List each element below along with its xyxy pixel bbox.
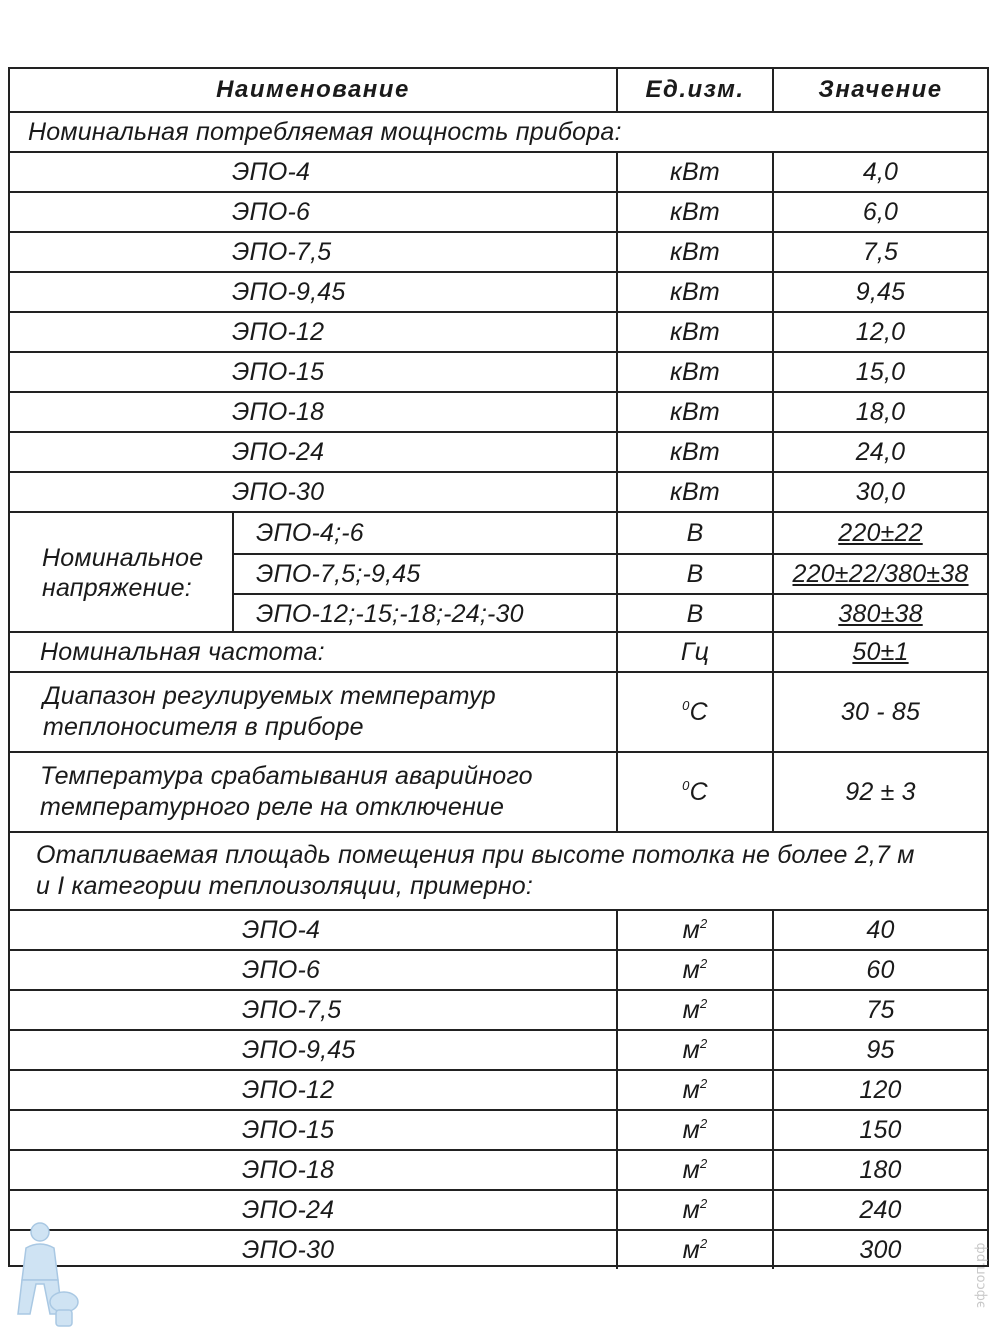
area-unit: $м^2$ [616, 1191, 772, 1229]
area-model: ЭПО-18 [242, 1155, 335, 1184]
area-value: 150 [772, 1111, 987, 1149]
area-model: ЭПО-6 [242, 955, 321, 984]
voltage-model: ЭПО-4;-6 [232, 513, 616, 553]
area-unit: $м^2$ [616, 951, 772, 989]
area-model: ЭПО-9,45 [242, 1035, 356, 1064]
area-row [10, 1109, 987, 1149]
power-value: 12,0 [772, 313, 987, 351]
power-value: 4,0 [772, 153, 987, 191]
area-value: 120 [772, 1071, 987, 1109]
voltage-unit: В [616, 555, 772, 593]
spec-table [8, 67, 989, 1267]
voltage-model: ЭПО-12;-15;-18;-24;-30 [232, 595, 616, 633]
area-section-title: Отапливаемая площадь помещения при высоте потолка не более 2,7 м и I категории теплоизоляции, примерно: [10, 831, 987, 909]
power-value: 24,0 [772, 433, 987, 471]
header-value: Значение [772, 69, 987, 111]
area-value: 300 [772, 1231, 987, 1269]
voltage-label: Номинальное напряжение: [42, 544, 204, 602]
table-header [10, 69, 987, 111]
area-model: ЭПО-12 [242, 1075, 335, 1104]
watermark: эфсоп.рф [973, 1242, 989, 1308]
area-row [10, 1229, 987, 1269]
power-model: ЭПО-15 [232, 357, 325, 386]
power-row [10, 471, 987, 511]
area-unit: $м^2$ [616, 1231, 772, 1269]
header-name: Наименование [216, 76, 410, 103]
area-model: ЭПО-24 [242, 1195, 335, 1224]
area-model: ЭПО-15 [242, 1115, 335, 1144]
area-row [10, 949, 987, 989]
area-model: ЭПО-7,5 [242, 995, 342, 1024]
voltage-row [232, 593, 987, 633]
power-unit: кВт [616, 153, 772, 191]
area-row [10, 1029, 987, 1069]
power-unit: кВт [616, 353, 772, 391]
power-value: 6,0 [772, 193, 987, 231]
power-unit: кВт [616, 233, 772, 271]
power-row [10, 231, 987, 271]
power-section-title: Номинальная потребляемая мощность прибора: [10, 111, 987, 151]
area-unit: $м^2$ [616, 1111, 772, 1149]
power-value: 7,5 [772, 233, 987, 271]
power-row [10, 191, 987, 231]
power-model: ЭПО-12 [232, 317, 325, 346]
frequency-row: Номинальная частота: Гц 50±1 [10, 631, 987, 671]
voltage-group [10, 511, 987, 631]
area-value: 75 [772, 991, 987, 1029]
power-unit: кВт [616, 433, 772, 471]
power-row [10, 151, 987, 191]
power-unit: кВт [616, 193, 772, 231]
power-row [10, 391, 987, 431]
power-value: 30,0 [772, 473, 987, 511]
voltage-row [232, 553, 987, 593]
area-unit: $м^2$ [616, 991, 772, 1029]
area-model: ЭПО-30 [242, 1235, 335, 1264]
area-model: ЭПО-4 [242, 915, 321, 944]
power-model: ЭПО-4 [232, 157, 311, 186]
header-unit: Ед.изм. [616, 69, 772, 111]
power-model: ЭПО-30 [232, 477, 325, 506]
area-row [10, 1189, 987, 1229]
power-value: 15,0 [772, 353, 987, 391]
power-model: ЭПО-18 [232, 397, 325, 426]
area-row [10, 909, 987, 949]
area-value: 95 [772, 1031, 987, 1069]
power-unit: кВт [616, 473, 772, 511]
voltage-value: 220±22 [772, 513, 987, 553]
plumber-logo-icon [2, 1218, 82, 1330]
area-unit: $м^2$ [616, 1031, 772, 1069]
power-model: ЭПО-7,5 [232, 237, 332, 266]
voltage-unit: В [616, 513, 772, 553]
area-value: 60 [772, 951, 987, 989]
power-model: ЭПО-9,45 [232, 277, 346, 306]
area-unit: $м^2$ [616, 911, 772, 949]
power-unit: кВт [616, 393, 772, 431]
area-value: 180 [772, 1151, 987, 1189]
area-row [10, 1069, 987, 1109]
voltage-unit: В [616, 595, 772, 633]
power-row [10, 351, 987, 391]
power-model: ЭПО-24 [232, 437, 325, 466]
area-value: 240 [772, 1191, 987, 1229]
power-row [10, 431, 987, 471]
emergency-temp-row: Температура срабатывания аварийного температурного реле на отключение $^0$С 92 ± 3 [10, 751, 987, 831]
power-unit: кВт [616, 273, 772, 311]
area-unit: $м^2$ [616, 1071, 772, 1109]
area-row [10, 1149, 987, 1189]
power-value: 9,45 [772, 273, 987, 311]
power-row [10, 271, 987, 311]
power-value: 18,0 [772, 393, 987, 431]
power-unit: кВт [616, 313, 772, 351]
voltage-row [232, 513, 987, 553]
area-unit: $м^2$ [616, 1151, 772, 1189]
voltage-model: ЭПО-7,5;-9,45 [232, 555, 616, 593]
power-row [10, 311, 987, 351]
area-row [10, 989, 987, 1029]
voltage-value: 380±38 [772, 595, 987, 633]
temp-range-row: Диапазон регулируемых температур теплоносителя в приборе $^0$С 30 - 85 [10, 671, 987, 751]
power-model: ЭПО-6 [232, 197, 311, 226]
area-value: 40 [772, 911, 987, 949]
voltage-value: 220±22/380±38 [772, 555, 987, 593]
